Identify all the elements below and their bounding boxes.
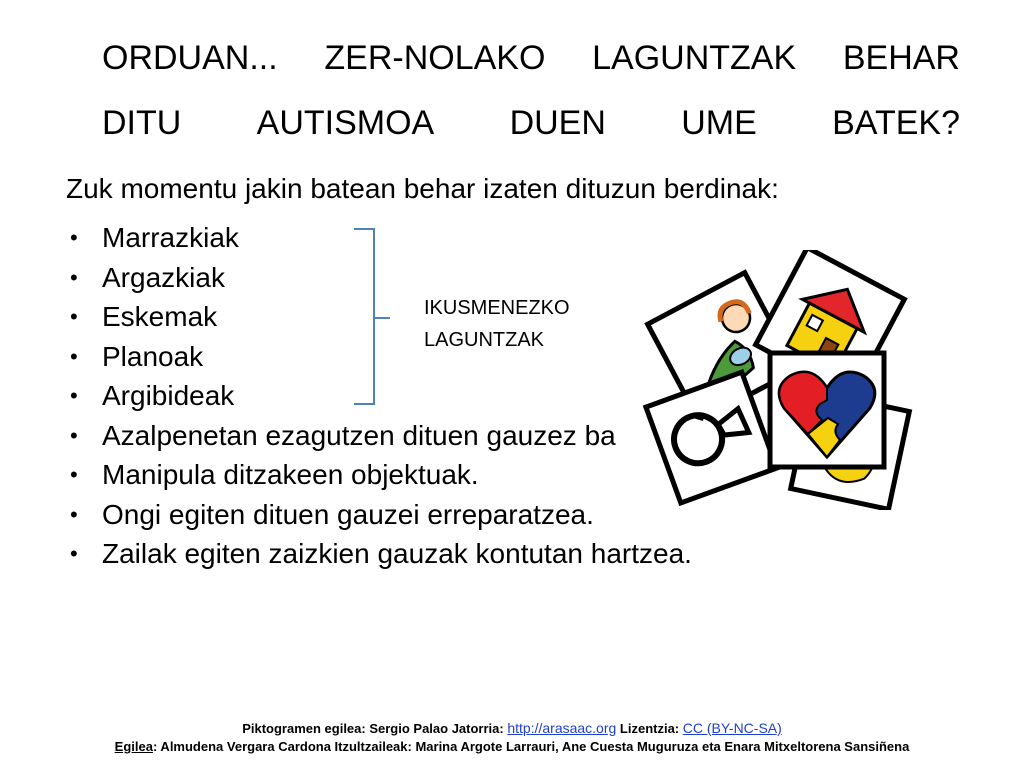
author-label: Egilea (114, 739, 153, 754)
title-line-2 (102, 103, 960, 143)
bullet-text: Marrazkiak (102, 222, 239, 253)
bullet-item (66, 337, 692, 377)
bullet-item (66, 258, 692, 298)
bullet-dot-icon: • (70, 422, 78, 448)
bullet-dot-icon: • (70, 225, 78, 250)
title-word: DUEN (509, 104, 606, 142)
author-text: : Almudena Vergara Cardona Itzultzaileak: Marina Argote Larrauri, Ane Cuesta Muguruza eta Enara Mitxeltorena Sansiñena (152, 739, 910, 754)
bullet-text: Azalpenetan ezagutzen dituen gauzez ba (102, 419, 616, 451)
visual-aids-label-line: LAGUNTZAK (424, 329, 545, 351)
bullet-text: Manipula ditzakeen objektuak. (102, 459, 479, 490)
license-link[interactable]: CC (BY-NC-SA) (682, 720, 782, 736)
title-word: AUTISMOA (256, 104, 435, 142)
bullet-text: Ongi egiten dituen gauzei erreparatzea. (102, 498, 594, 530)
title-line-1 (102, 38, 960, 78)
bullet-item (66, 297, 692, 337)
bullet-dot-icon: • (70, 541, 78, 566)
footer-credits (0, 720, 1024, 736)
title-word: BATEK? (832, 104, 960, 142)
bullet-dot-icon: • (70, 383, 78, 408)
bullet-text: Argazkiak (102, 261, 225, 293)
bullet-dot-icon: • (70, 343, 78, 369)
title-word: ORDUAN... (102, 39, 278, 77)
bullet-item (66, 455, 692, 495)
bullet-item (66, 534, 692, 574)
footer-authors (0, 739, 1024, 754)
puzzle-heart-pictogram-icon (770, 353, 884, 467)
bullet-text: Planoak (102, 340, 204, 372)
title-word: LAGUNTZAK (592, 39, 797, 77)
bullet-dot-icon: • (70, 264, 78, 290)
title-word: UME (681, 104, 757, 142)
pictogram-collage (640, 250, 920, 510)
license-label: Lizentzia: (616, 721, 683, 736)
title-word: ZER-NOLAKO (324, 39, 546, 77)
source-link[interactable]: http://arasaac.org (507, 720, 617, 736)
bullet-text: Eskemak (102, 301, 218, 332)
bullet-dot-icon: • (70, 462, 78, 487)
footer-credit-text: Piktogramen egilea: Sergio Palao Jatorria: (242, 721, 508, 736)
bullet-item (66, 218, 692, 258)
bullet-text: Argibideak (102, 380, 235, 411)
bullet-dot-icon: • (70, 304, 78, 329)
visual-aids-label-line: IKUSMENEZKO (424, 297, 570, 319)
title-word: DITU (102, 104, 182, 142)
bullet-item (66, 495, 692, 535)
bullet-item (66, 376, 692, 416)
bullet-list (66, 218, 692, 574)
bullet-dot-icon: • (70, 501, 78, 527)
bullet-text: Zailak egiten zaizkien gauzak kontutan hartzea. (102, 538, 692, 569)
bullet-item (66, 416, 692, 456)
title-word: BEHAR (842, 39, 960, 77)
subtitle: Zuk momentu jakin batean behar izaten dituzun berdinak: (66, 173, 779, 204)
